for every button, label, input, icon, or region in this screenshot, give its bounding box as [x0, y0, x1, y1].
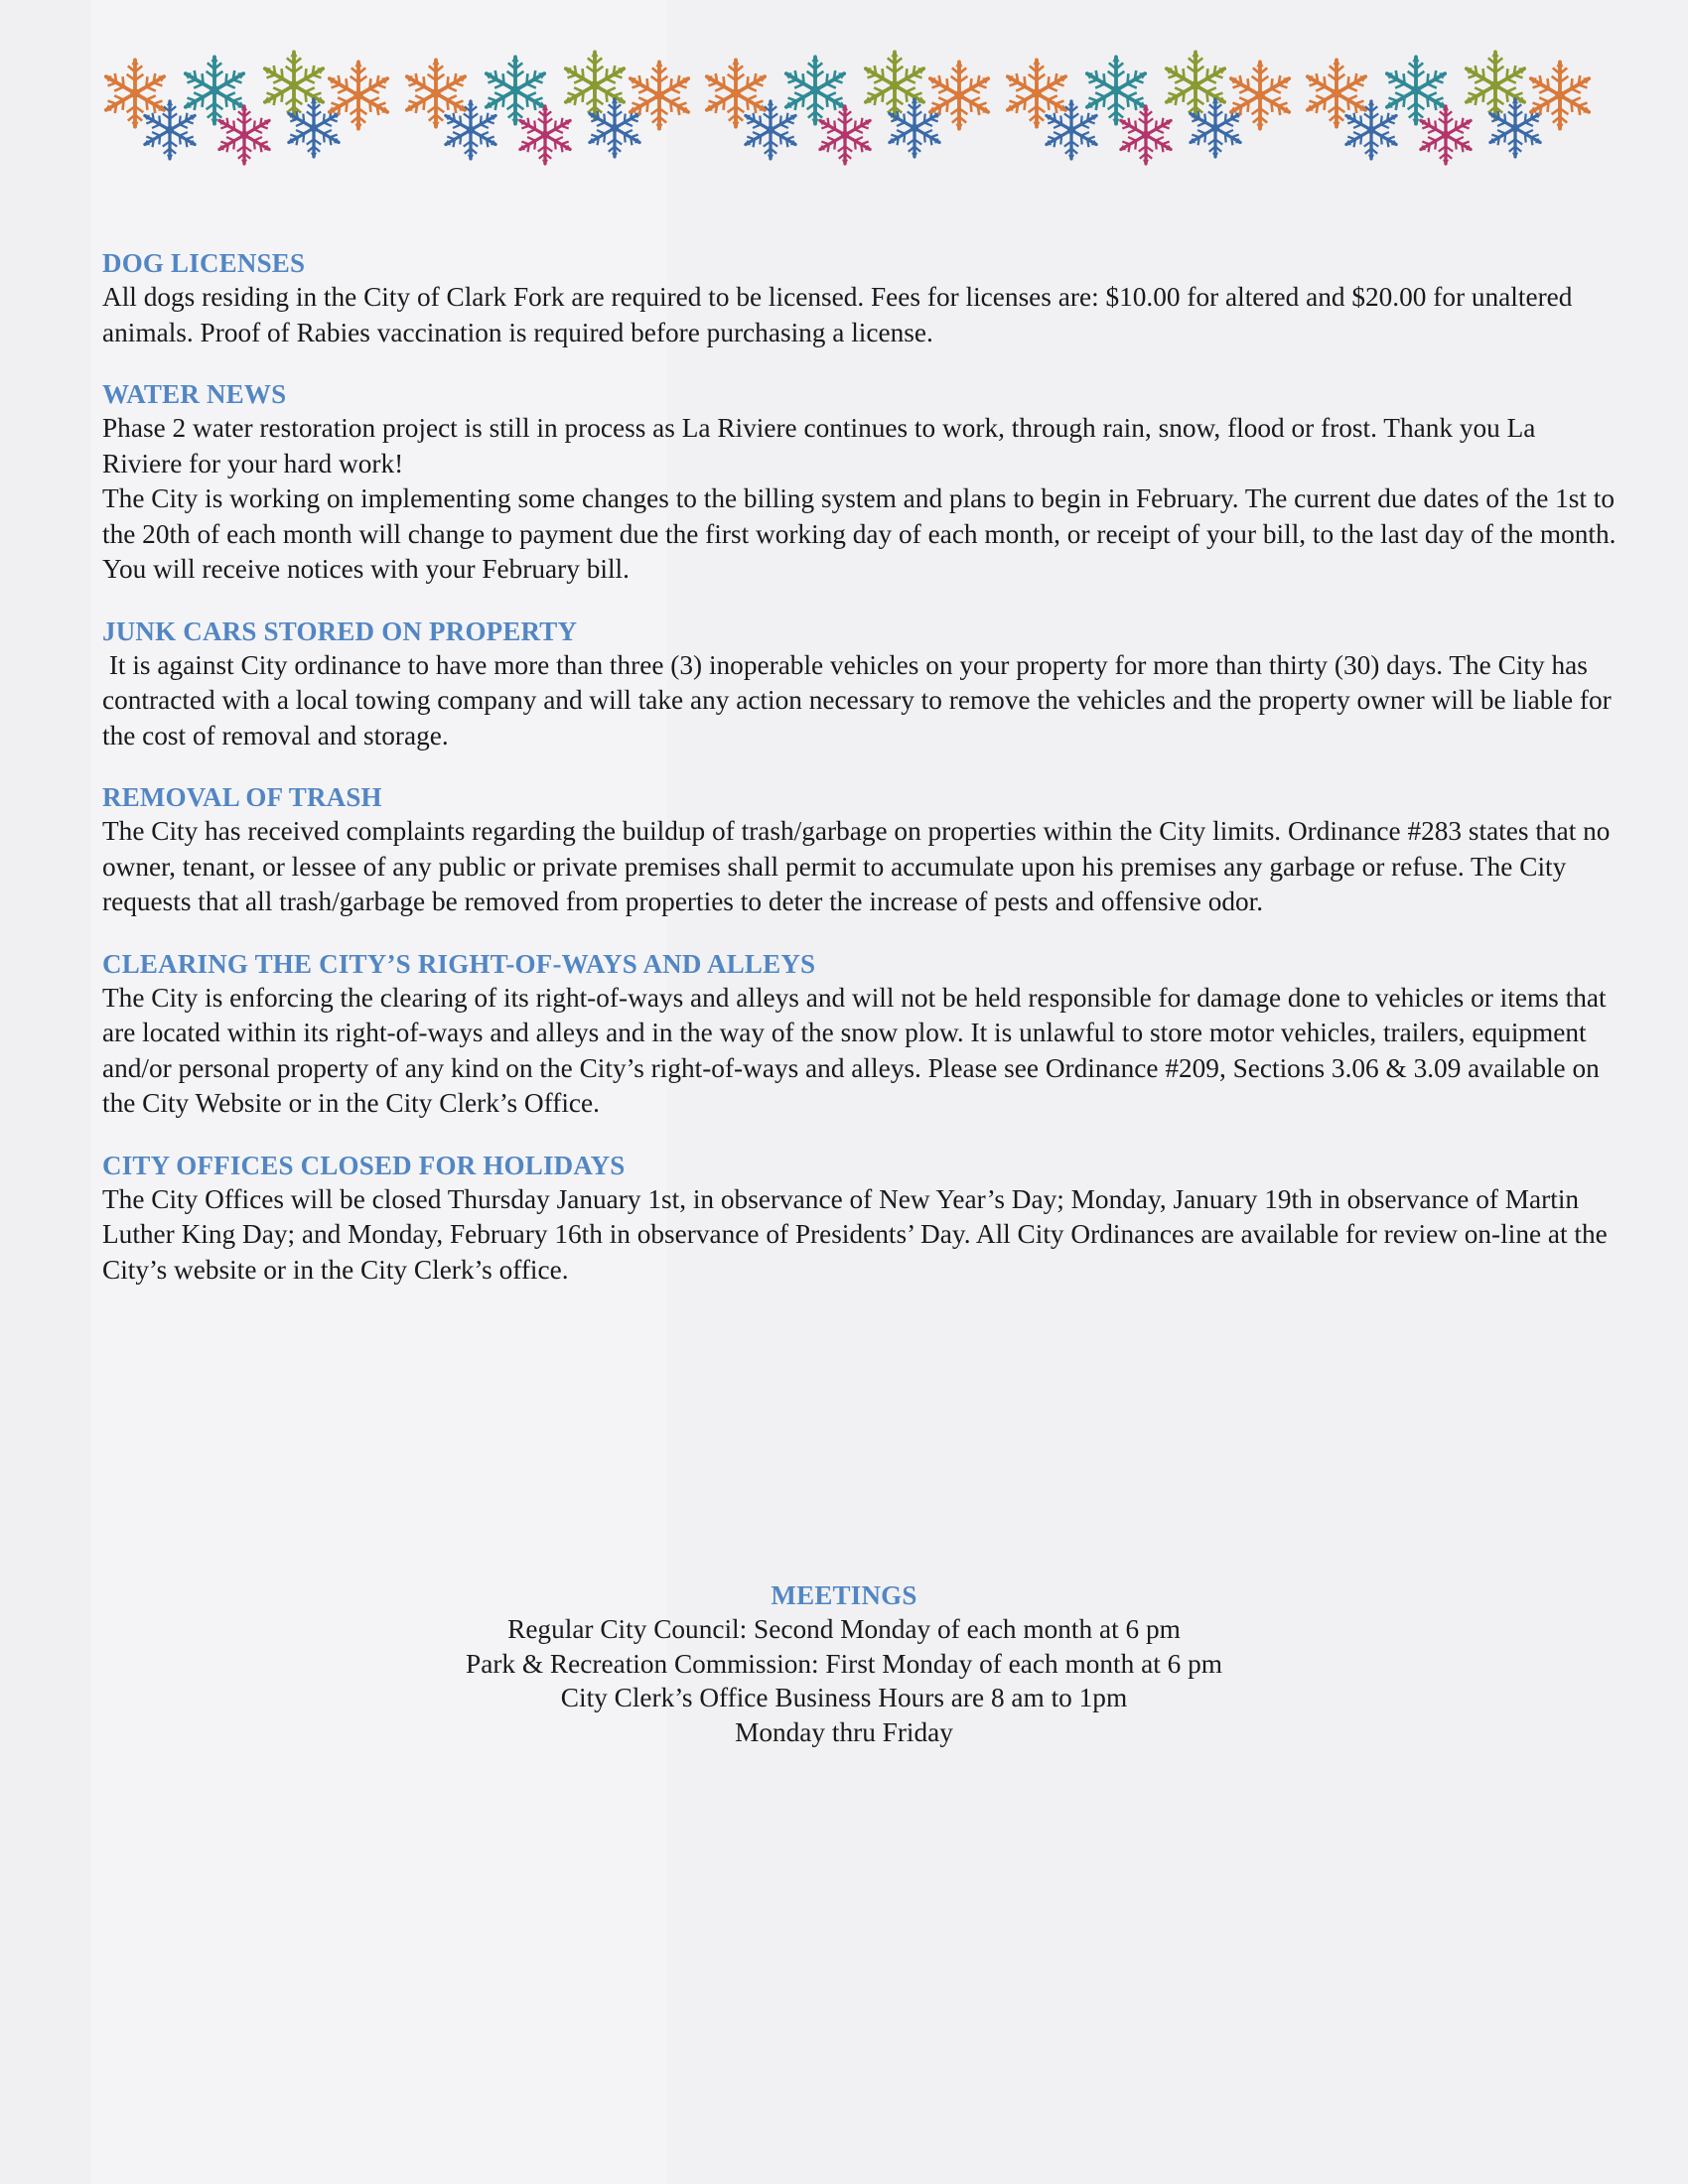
paragraph: All dogs residing in the City of Clark Fork are required to be licensed. Fees for licenses are: $10.00 for altered and $20.00 for unaltered animals. Proof of Rabies vaccination is required before purchasing a license.: [102, 282, 1573, 347]
section-body: [102, 411, 1621, 588]
paragraph: The City Offices will be closed Thursday January 1st, in observance of New Year’s Day; Monday, January 19th in observance of Martin Luther King Day; and Monday, February 16th in observance of Presidents’ Day. All City Ordinances are available for review on-line at the City’s website or in the City Clerk’s office.: [102, 1183, 1608, 1285]
snowflake-icon: [323, 60, 394, 131]
meeting-line: Regular City Council: Second Monday of each month at 6 pm: [507, 1614, 1181, 1644]
section-body: [102, 280, 1621, 350]
section-body: [102, 814, 1621, 920]
paragraph: Phase 2 water restoration project is still in process as La Riviere continues to work, through rain, snow, flood or frost. Thank you La Riviere for your hard work!: [102, 413, 1536, 478]
snowflake-group: [1001, 50, 1289, 184]
section-dog-licenses: [102, 246, 1621, 350]
section-heading: MEETINGS: [771, 1580, 917, 1610]
section-junk-cars: [102, 614, 1621, 754]
section-body: [102, 648, 1621, 754]
paragraph: The City is working on implementing some changes to the billing system and plans to begin in February. The current due dates of the 1st to the 20th of each month will change to payment due the first working day of each month, or receipt of your bill, to the last day of the month. You will receive notices with your February bill.: [102, 483, 1617, 584]
section-body: [102, 1182, 1621, 1289]
section-heading: CLEARING THE CITY’S RIGHT-OF-WAYS AND ALLEYS: [102, 948, 816, 979]
snowflake-icon: [1224, 60, 1296, 131]
section-removal-of-trash: [102, 780, 1621, 920]
section-heading: JUNK CARS STORED ON PROPERTY: [102, 615, 578, 646]
snowflake-icon: [1524, 60, 1596, 131]
snowflake-group: [99, 50, 387, 184]
snowflake-group: [400, 50, 688, 184]
section-meetings: [0, 1578, 1688, 1749]
newsletter-content: [102, 246, 1621, 1314]
paragraph: It is against City ordinance to have more than three (3) inoperable vehicles on your property for more than thirty (30) days. The City has contracted with a local towing company and will take any action necessary to remove the vehicles and the property owner will be liable for the cost of removal and storage.: [102, 649, 1612, 751]
section-holidays: [102, 1149, 1621, 1289]
section-water-news: [102, 377, 1621, 588]
meeting-line: City Clerk’s Office Business Hours are 8 am to 1pm: [560, 1683, 1128, 1712]
section-heading: DOG LICENSES: [102, 248, 306, 278]
section-right-of-ways: [102, 947, 1621, 1122]
section-heading: CITY OFFICES CLOSED FOR HOLIDAYS: [102, 1150, 626, 1180]
section-heading: WATER NEWS: [102, 379, 287, 409]
meeting-line: Park & Recreation Commission: First Monday of each month at 6 pm: [466, 1648, 1222, 1679]
snowflake-icon: [624, 60, 695, 131]
snowflake-group: [1301, 50, 1589, 184]
paragraph: The City has received complaints regarding the buildup of trash/garbage on properties within the City limits. Ordinance #283 states that no owner, tenant, or lessee of any public or private premises shall permit to accumulate upon his premises any garbage or refuse. The City requests that all trash/garbage be removed from properties to deter the increase of pests and offensive odor.: [102, 816, 1611, 916]
meeting-line: Monday thru Friday: [735, 1716, 953, 1747]
snowflake-group: [700, 50, 988, 184]
section-heading: REMOVAL OF TRASH: [102, 782, 382, 812]
paragraph: The City is enforcing the clearing of its right-of-ways and alleys and will not be held responsible for damage done to vehicles or items that are located within its right-of-ways and alleys and in the way of the snow plow. It is unlawful to store motor vehicles, trailers, equipment and/or personal property of any kind on the City’s right-of-ways and alleys. Please see Ordinance #209, Sections 3.06 & 3.09 available on the City Website or in the City Clerk’s Office.: [102, 982, 1607, 1118]
snowflake-icon: [923, 60, 995, 131]
section-body: [102, 981, 1621, 1122]
snowflake-banner: [99, 50, 1589, 184]
